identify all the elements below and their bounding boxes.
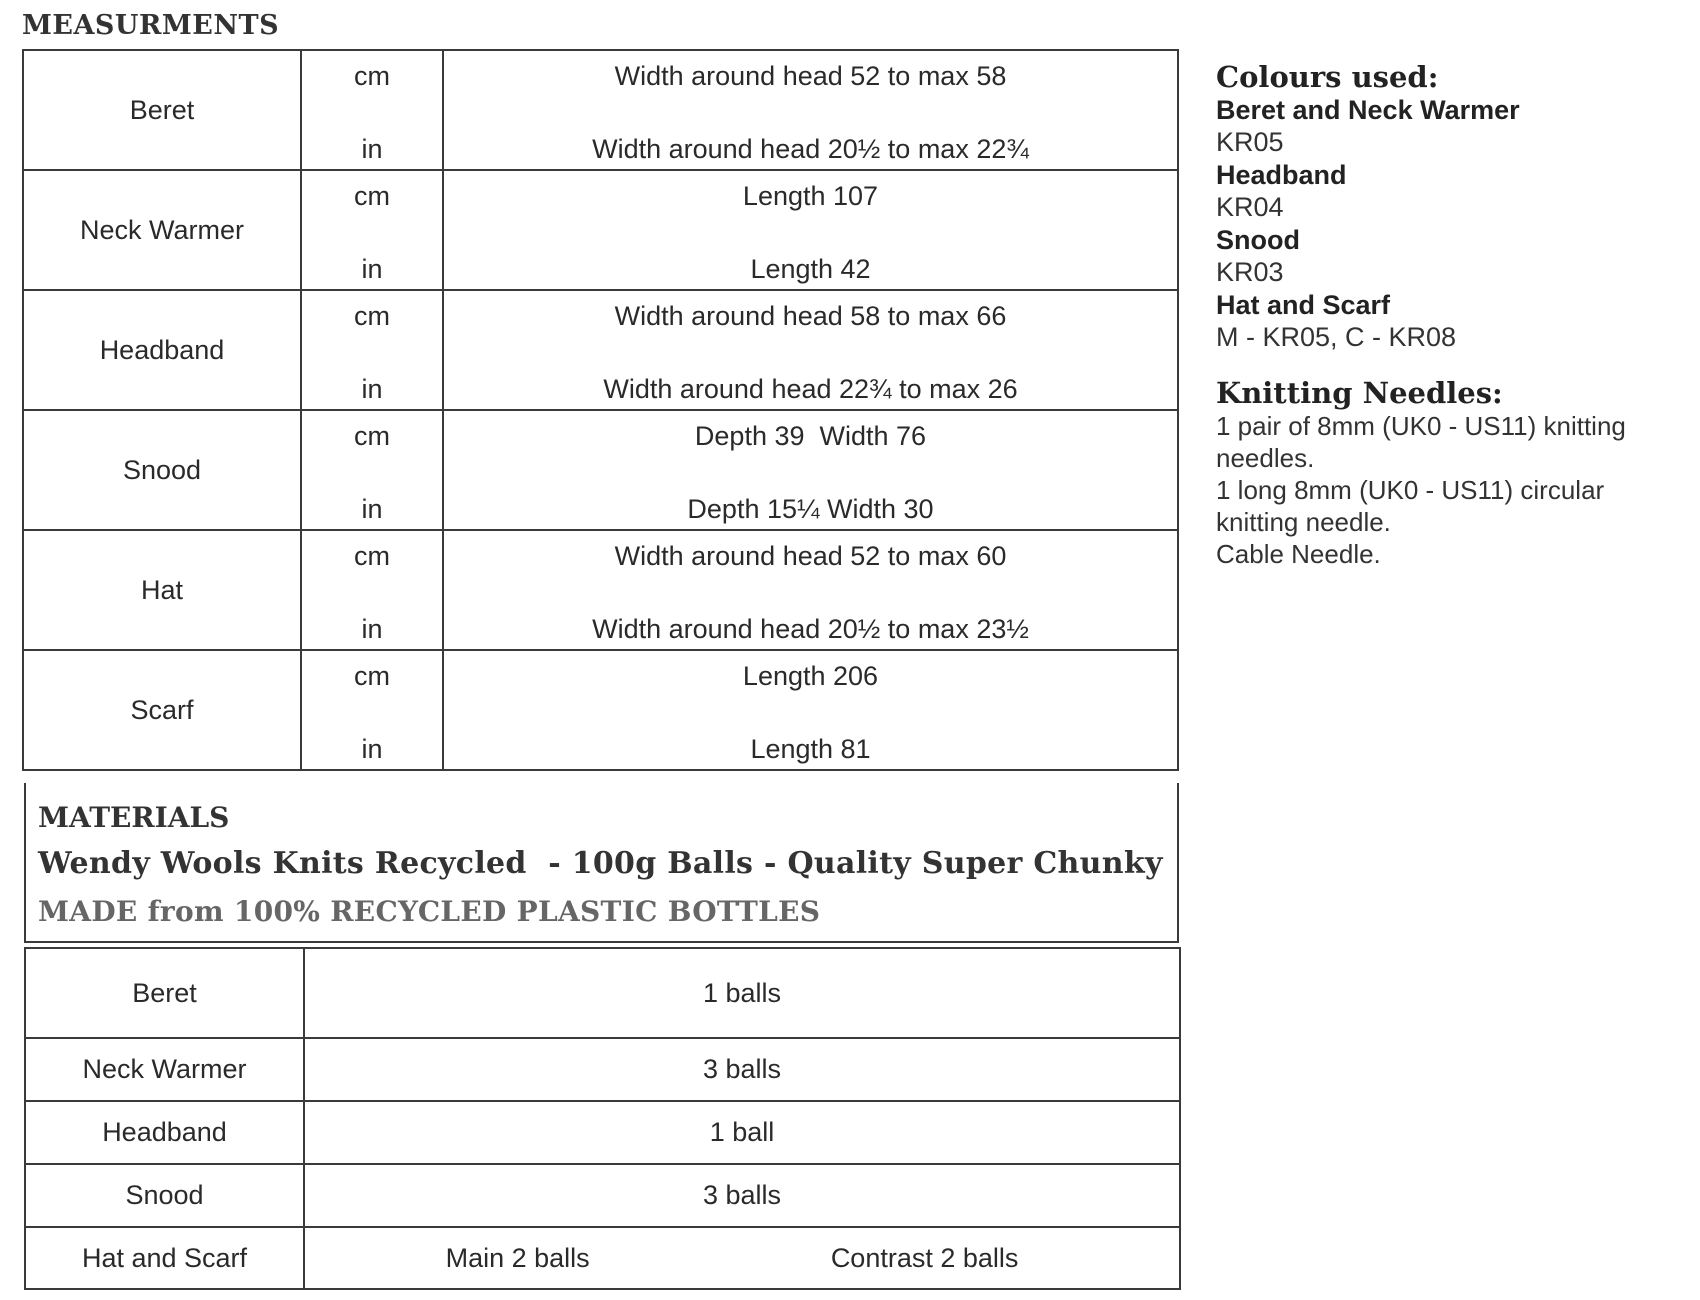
unit-in: in: [361, 254, 383, 284]
unit-in: in: [361, 734, 383, 764]
ball-amount: 3 balls: [304, 1164, 1180, 1227]
colour-code: M - KR05, C - KR08: [1216, 322, 1457, 352]
needles-line: needles.: [1216, 443, 1315, 473]
value-in: Width around head 20½ to max 23½: [592, 614, 1029, 644]
table-row: [25, 1227, 1180, 1289]
needles-line: 1 pair of 8mm (UK0 - US11) knitting: [1216, 411, 1626, 441]
materials-section: [24, 783, 1179, 943]
measurements-heading: MEASURMENTS: [22, 10, 280, 41]
colour-label: Hat and Scarf: [1216, 290, 1391, 320]
balls-table: [24, 947, 1181, 1290]
item-name: Snood: [23, 410, 301, 530]
unit-cm: cm: [354, 181, 390, 211]
table-row: [23, 50, 1178, 170]
item-name: Snood: [25, 1164, 304, 1227]
table-row: [23, 290, 1178, 410]
item-name: Beret: [25, 948, 304, 1038]
unit-cm: cm: [354, 421, 390, 451]
unit-cm: cm: [354, 61, 390, 91]
value-cm: Width around head 52 to max 58: [614, 61, 1007, 91]
table-row: [25, 1164, 1180, 1227]
colours-title: Colours used:: [1216, 60, 1439, 94]
value-cm: Width around head 58 to max 66: [614, 301, 1007, 331]
materials-title: MATERIALS: [38, 801, 230, 834]
value-cm: Depth 39 Width 76: [694, 421, 927, 451]
needles-line: Cable Needle.: [1216, 539, 1381, 569]
ball-amount: 3 balls: [304, 1038, 1180, 1101]
contrast-amount: Contrast 2 balls: [830, 1242, 1019, 1273]
value-cm: Length 206: [742, 661, 879, 691]
needles-line: 1 long 8mm (UK0 - US11) circular: [1216, 475, 1605, 505]
unit-cm: cm: [354, 301, 390, 331]
item-name: Hat and Scarf: [25, 1227, 304, 1289]
table-row: [23, 530, 1178, 650]
value-cm: Width around head 52 to max 60: [614, 541, 1007, 571]
item-name: Headband: [25, 1101, 304, 1164]
item-name: Headband: [23, 290, 301, 410]
value-in: Depth 15¼ Width 30: [687, 494, 934, 524]
colour-code: KR03: [1216, 257, 1284, 287]
table-row: [25, 1101, 1180, 1164]
colour-code: KR05: [1216, 127, 1284, 157]
unit-in: in: [361, 374, 383, 404]
colour-label: Headband: [1216, 160, 1347, 190]
measurements-table: [22, 49, 1179, 771]
table-row: [23, 650, 1178, 770]
value-cm: Length 107: [742, 181, 879, 211]
recycled-note: MADE from 100% RECYCLED PLASTIC BOTTLES: [38, 895, 821, 928]
table-row: [23, 410, 1178, 530]
main-amount: Main 2 balls: [445, 1242, 590, 1273]
value-in: Width around head 20½ to max 22¾: [592, 134, 1029, 164]
unit-in: in: [361, 134, 383, 164]
yarn-description: Wendy Wools Knits Recycled - 100g Balls - Quality Super Chunky: [38, 846, 1163, 881]
side-info: [1216, 60, 1696, 570]
colour-label: Beret and Neck Warmer: [1216, 95, 1520, 125]
item-name: Neck Warmer: [23, 170, 301, 290]
unit-in: in: [361, 494, 383, 524]
unit-cm: cm: [354, 541, 390, 571]
colour-label: Snood: [1216, 225, 1300, 255]
table-row: [25, 1038, 1180, 1101]
unit-cm: cm: [354, 661, 390, 691]
table-row: [23, 170, 1178, 290]
needles-line: knitting needle.: [1216, 507, 1391, 537]
item-name: Scarf: [23, 650, 301, 770]
value-in: Length 42: [750, 254, 871, 284]
unit-in: in: [361, 614, 383, 644]
item-name: Hat: [23, 530, 301, 650]
ball-amount: 1 balls: [304, 948, 1180, 1038]
value-in: Width around head 22¾ to max 26: [603, 374, 1018, 404]
item-name: Beret: [23, 50, 301, 170]
colour-code: KR04: [1216, 192, 1284, 222]
needles-title: Knitting Needles:: [1216, 376, 1503, 410]
table-row: [25, 948, 1180, 1038]
value-in: Length 81: [750, 734, 871, 764]
ball-amount: 1 ball: [304, 1101, 1180, 1164]
item-name: Neck Warmer: [25, 1038, 304, 1101]
